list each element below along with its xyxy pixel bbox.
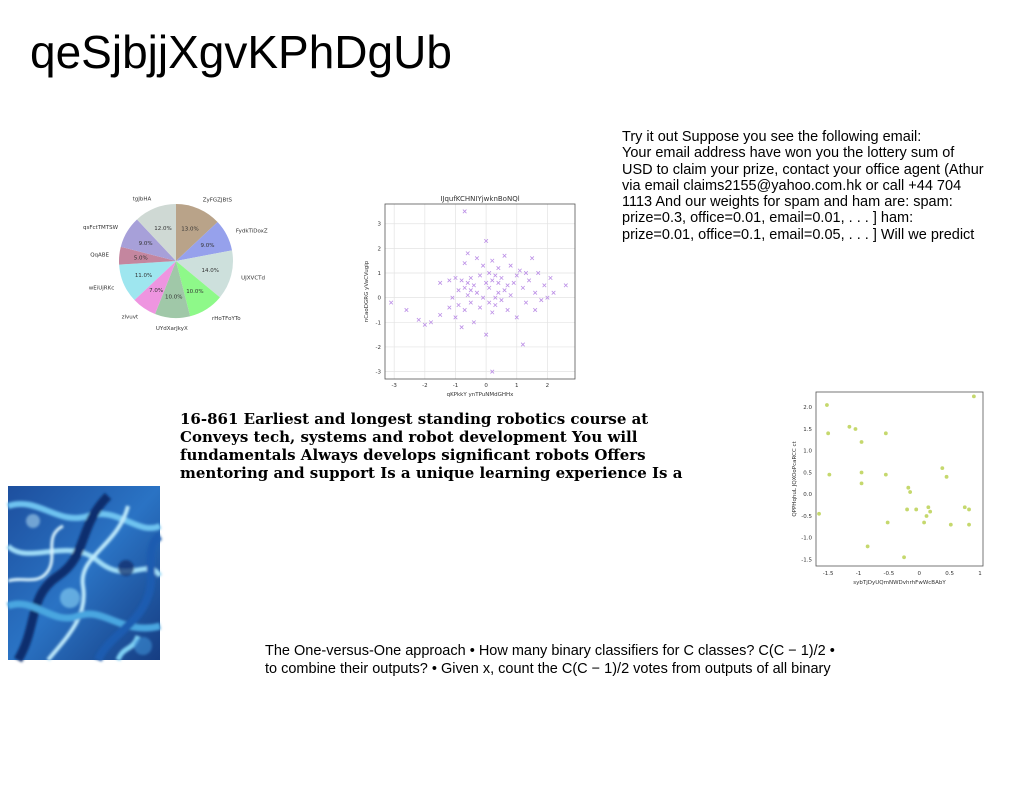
text-line: Conveys tech, systems and robot development You will xyxy=(180,428,638,446)
scatter-point xyxy=(500,298,504,302)
scatter-point xyxy=(478,306,482,310)
scatter-point xyxy=(884,473,888,477)
scatter-point xyxy=(972,394,976,398)
pie-category-label: UYdXarJkyX xyxy=(155,326,188,333)
pie-category-label: QqABE xyxy=(90,252,110,259)
y-tick-label: 0.5 xyxy=(803,470,812,477)
scatter-point xyxy=(906,486,910,490)
pie-category-label: tgJbHA xyxy=(132,196,152,203)
scatter-point xyxy=(466,293,470,297)
scatter-point xyxy=(497,291,501,295)
scatter-point xyxy=(506,284,510,288)
pie-pct-label: 13.0% xyxy=(181,226,199,233)
text-line: Try it out Suppose you see the following email: xyxy=(622,129,922,145)
y-tick-label: 0.0 xyxy=(803,492,812,499)
x-tick-label: -1.5 xyxy=(822,571,834,577)
scatter-point xyxy=(487,301,491,305)
text-line: mentoring and support Is a unique learning experience Is a xyxy=(180,464,683,482)
pie-category-label: wEiUjRKc xyxy=(88,285,115,292)
text-line: Your email address have won you the lottery sum of xyxy=(622,145,955,162)
scatter-point xyxy=(524,301,528,305)
scatter-point xyxy=(481,264,485,268)
scatter-point xyxy=(527,279,531,283)
scatter-point xyxy=(922,521,926,525)
x-tick-label: 0 xyxy=(917,571,921,577)
pie-chart-svg xyxy=(82,155,278,345)
scatter-point xyxy=(512,281,516,285)
scatter-point xyxy=(827,473,831,477)
scatter-point xyxy=(518,269,522,273)
scatter-point xyxy=(490,279,494,283)
scatter-point xyxy=(478,274,482,278)
pie-category-label: FydkTiDoxZ xyxy=(235,228,268,235)
scatter-point xyxy=(967,523,971,527)
x-tick-label: 2 xyxy=(545,383,550,389)
plot-frame xyxy=(385,204,575,379)
text-line: prize=0.01, office=0.1, email=0.05, . . . ] Will we predict xyxy=(622,226,975,243)
spam-email-text xyxy=(622,129,1017,243)
text-line: prize=0.3, office=0.01, email=0.01, . . . ] ham: xyxy=(622,210,914,227)
scatter-point xyxy=(475,291,479,295)
texture-svg xyxy=(8,486,160,660)
scatter-point xyxy=(886,521,890,525)
scatter-point xyxy=(963,505,967,509)
pie-category-label: UJXVCTd xyxy=(241,275,266,282)
text-line: fundamentals Always develops significant robots Offers xyxy=(180,446,646,464)
scatter-point xyxy=(928,510,932,514)
chart-title: IJqufKCHNIYjwknBoNQl xyxy=(440,195,520,203)
scatter-point xyxy=(466,251,470,255)
scatter-point xyxy=(469,288,473,292)
robotics-course-text xyxy=(180,410,740,482)
scatter-point xyxy=(463,261,467,265)
abstract-blue-texture-image xyxy=(8,486,160,660)
plot-frame xyxy=(816,392,983,566)
text-line: 16-861 Earliest and longest standing robotics course at xyxy=(180,410,649,428)
scatter-point xyxy=(949,523,953,527)
pie-category-label: zlvuvt xyxy=(121,314,139,321)
pie-chart xyxy=(82,155,278,345)
scatter-point xyxy=(884,431,888,435)
scatter-point xyxy=(549,276,553,280)
scatter-point xyxy=(854,427,858,431)
scatter-point xyxy=(945,475,949,479)
scatter-point xyxy=(521,286,525,290)
scatter-point xyxy=(463,286,467,290)
scatter-point xyxy=(860,481,864,485)
scatter-point xyxy=(825,403,829,407)
scatter-point xyxy=(533,308,537,312)
scatter-point xyxy=(530,256,534,260)
scatter-point xyxy=(494,274,498,278)
x-tick-label: -1 xyxy=(452,383,459,389)
scatter-chart-1 xyxy=(360,192,585,400)
scatter-point xyxy=(509,264,513,268)
text-line: The One-versus-One approach • How many binary classifiers for C classes? C(C − 1)/2 • xyxy=(265,643,835,659)
scatter-point xyxy=(908,490,912,494)
scatter-point xyxy=(497,281,501,285)
pie-pct-label: 5.0% xyxy=(133,255,148,262)
y-tick-label: -2 xyxy=(375,344,381,351)
scatter-chart-2-svg xyxy=(786,388,986,593)
scatter-point xyxy=(494,303,498,307)
scatter-point xyxy=(438,281,442,285)
x-tick-label: -1 xyxy=(855,571,862,577)
scatter-point xyxy=(509,293,513,297)
x-tick-label: -2 xyxy=(422,383,428,389)
pie-category-label: qsFctTMTSW xyxy=(82,224,119,231)
scatter-point xyxy=(521,343,525,347)
text-line: USD to claim your prize, contact your office agent (Athur xyxy=(622,161,984,178)
y-tick-label: -1.5 xyxy=(801,557,812,564)
y-tick-label: -0.5 xyxy=(801,513,812,520)
pie-category-label: rHoTFoYTo xyxy=(212,315,241,322)
scatter-point xyxy=(817,512,821,516)
scatter-point xyxy=(389,301,393,305)
scatter-point xyxy=(460,279,464,283)
x-tick-label: -0.5 xyxy=(883,571,895,577)
scatter-point xyxy=(506,308,510,312)
scatter-point xyxy=(448,306,452,310)
slide-title: qeSjbjjXgvKPhDgUb xyxy=(30,26,452,78)
text-line: 1113 And our weights for spam and ham are: spam: xyxy=(622,194,953,211)
scatter-point xyxy=(860,471,864,475)
scatter-point xyxy=(463,308,467,312)
scatter-point xyxy=(460,325,464,329)
scatter-point xyxy=(914,508,918,512)
y-tick-label: 3 xyxy=(377,221,381,228)
pie-pct-label: 14.0% xyxy=(201,267,219,274)
pie-category-label: ZyFGZJBtS xyxy=(202,197,232,204)
scatter-point xyxy=(463,210,467,214)
y-axis-label: QPPHqhuL JQXOoPcaRCC ct xyxy=(792,441,798,517)
scatter-point xyxy=(503,288,507,292)
y-axis-label: nCaoDGRG yVaCVugip xyxy=(364,260,370,323)
scatter-point xyxy=(905,508,909,512)
pie-pct-label: 9.0% xyxy=(200,242,215,249)
x-tick-label: 1 xyxy=(978,571,982,577)
scatter-point xyxy=(472,284,476,288)
pie-pct-label: 10.0% xyxy=(186,288,204,295)
scatter-point xyxy=(533,291,537,295)
scatter-point xyxy=(405,308,409,312)
scatter-point xyxy=(967,508,971,512)
x-tick-label: 0 xyxy=(484,383,488,389)
scatter-point xyxy=(503,254,507,258)
scatter-point xyxy=(925,514,929,518)
scatter-point xyxy=(497,266,501,270)
y-tick-label: 2.0 xyxy=(803,405,812,412)
scatter-point xyxy=(457,288,461,292)
x-tick-label: -3 xyxy=(391,383,397,389)
scatter-point xyxy=(848,425,852,429)
x-axis-label: sybTjDyUQmNWDvhrhFwWcBAbY xyxy=(853,580,946,586)
scatter-chart-1-svg xyxy=(360,192,585,400)
pie-pct-label: 7.0% xyxy=(149,288,164,295)
scatter-point xyxy=(448,279,452,283)
scatter-point xyxy=(564,284,568,288)
y-tick-label: 2 xyxy=(377,246,381,253)
scatter-point xyxy=(902,555,906,559)
scatter-point xyxy=(490,259,494,263)
scatter-chart-2 xyxy=(786,388,986,593)
scatter-point xyxy=(457,303,461,307)
one-vs-one-text xyxy=(265,642,965,678)
y-tick-label: 0 xyxy=(377,295,381,302)
y-tick-label: 1.5 xyxy=(803,426,812,433)
scatter-point xyxy=(466,281,470,285)
x-axis-label: qKPkkY ynTPuNMdGHHx xyxy=(446,392,514,398)
scatter-point xyxy=(543,284,547,288)
scatter-point xyxy=(500,276,504,280)
scatter-point xyxy=(926,505,930,509)
scatter-point xyxy=(539,298,543,302)
scatter-point xyxy=(940,466,944,470)
scatter-point xyxy=(438,313,442,317)
scatter-point xyxy=(469,276,473,280)
y-tick-label: 1.0 xyxy=(803,448,812,455)
pie-pct-label: 11.0% xyxy=(134,273,153,280)
y-tick-label: -3 xyxy=(375,369,381,376)
scatter-point xyxy=(490,311,494,315)
scatter-point xyxy=(866,545,870,549)
scatter-point xyxy=(552,291,556,295)
text-line: via email claims2155@yahoo.com.hk or call +44 704 xyxy=(622,177,962,194)
x-tick-label: 1 xyxy=(515,383,519,389)
y-tick-label: 1 xyxy=(377,271,381,278)
scatter-point xyxy=(417,318,421,322)
y-tick-label: -1 xyxy=(375,320,381,327)
pie-pct-label: 9.0% xyxy=(138,241,153,248)
pie-pct-label: 10.0% xyxy=(165,294,183,301)
scatter-point xyxy=(469,301,473,305)
scatter-point xyxy=(475,256,479,260)
x-tick-label: 0.5 xyxy=(945,571,954,577)
scatter-point xyxy=(860,440,864,444)
scatter-point xyxy=(826,431,830,435)
text-line: to combine their outputs? • Given x, count the C(C − 1)/2 votes from outputs of all binary xyxy=(265,661,831,677)
scatter-point xyxy=(487,286,491,290)
pie-pct-label: 12.0% xyxy=(154,226,172,233)
y-tick-label: -1.0 xyxy=(801,535,812,542)
